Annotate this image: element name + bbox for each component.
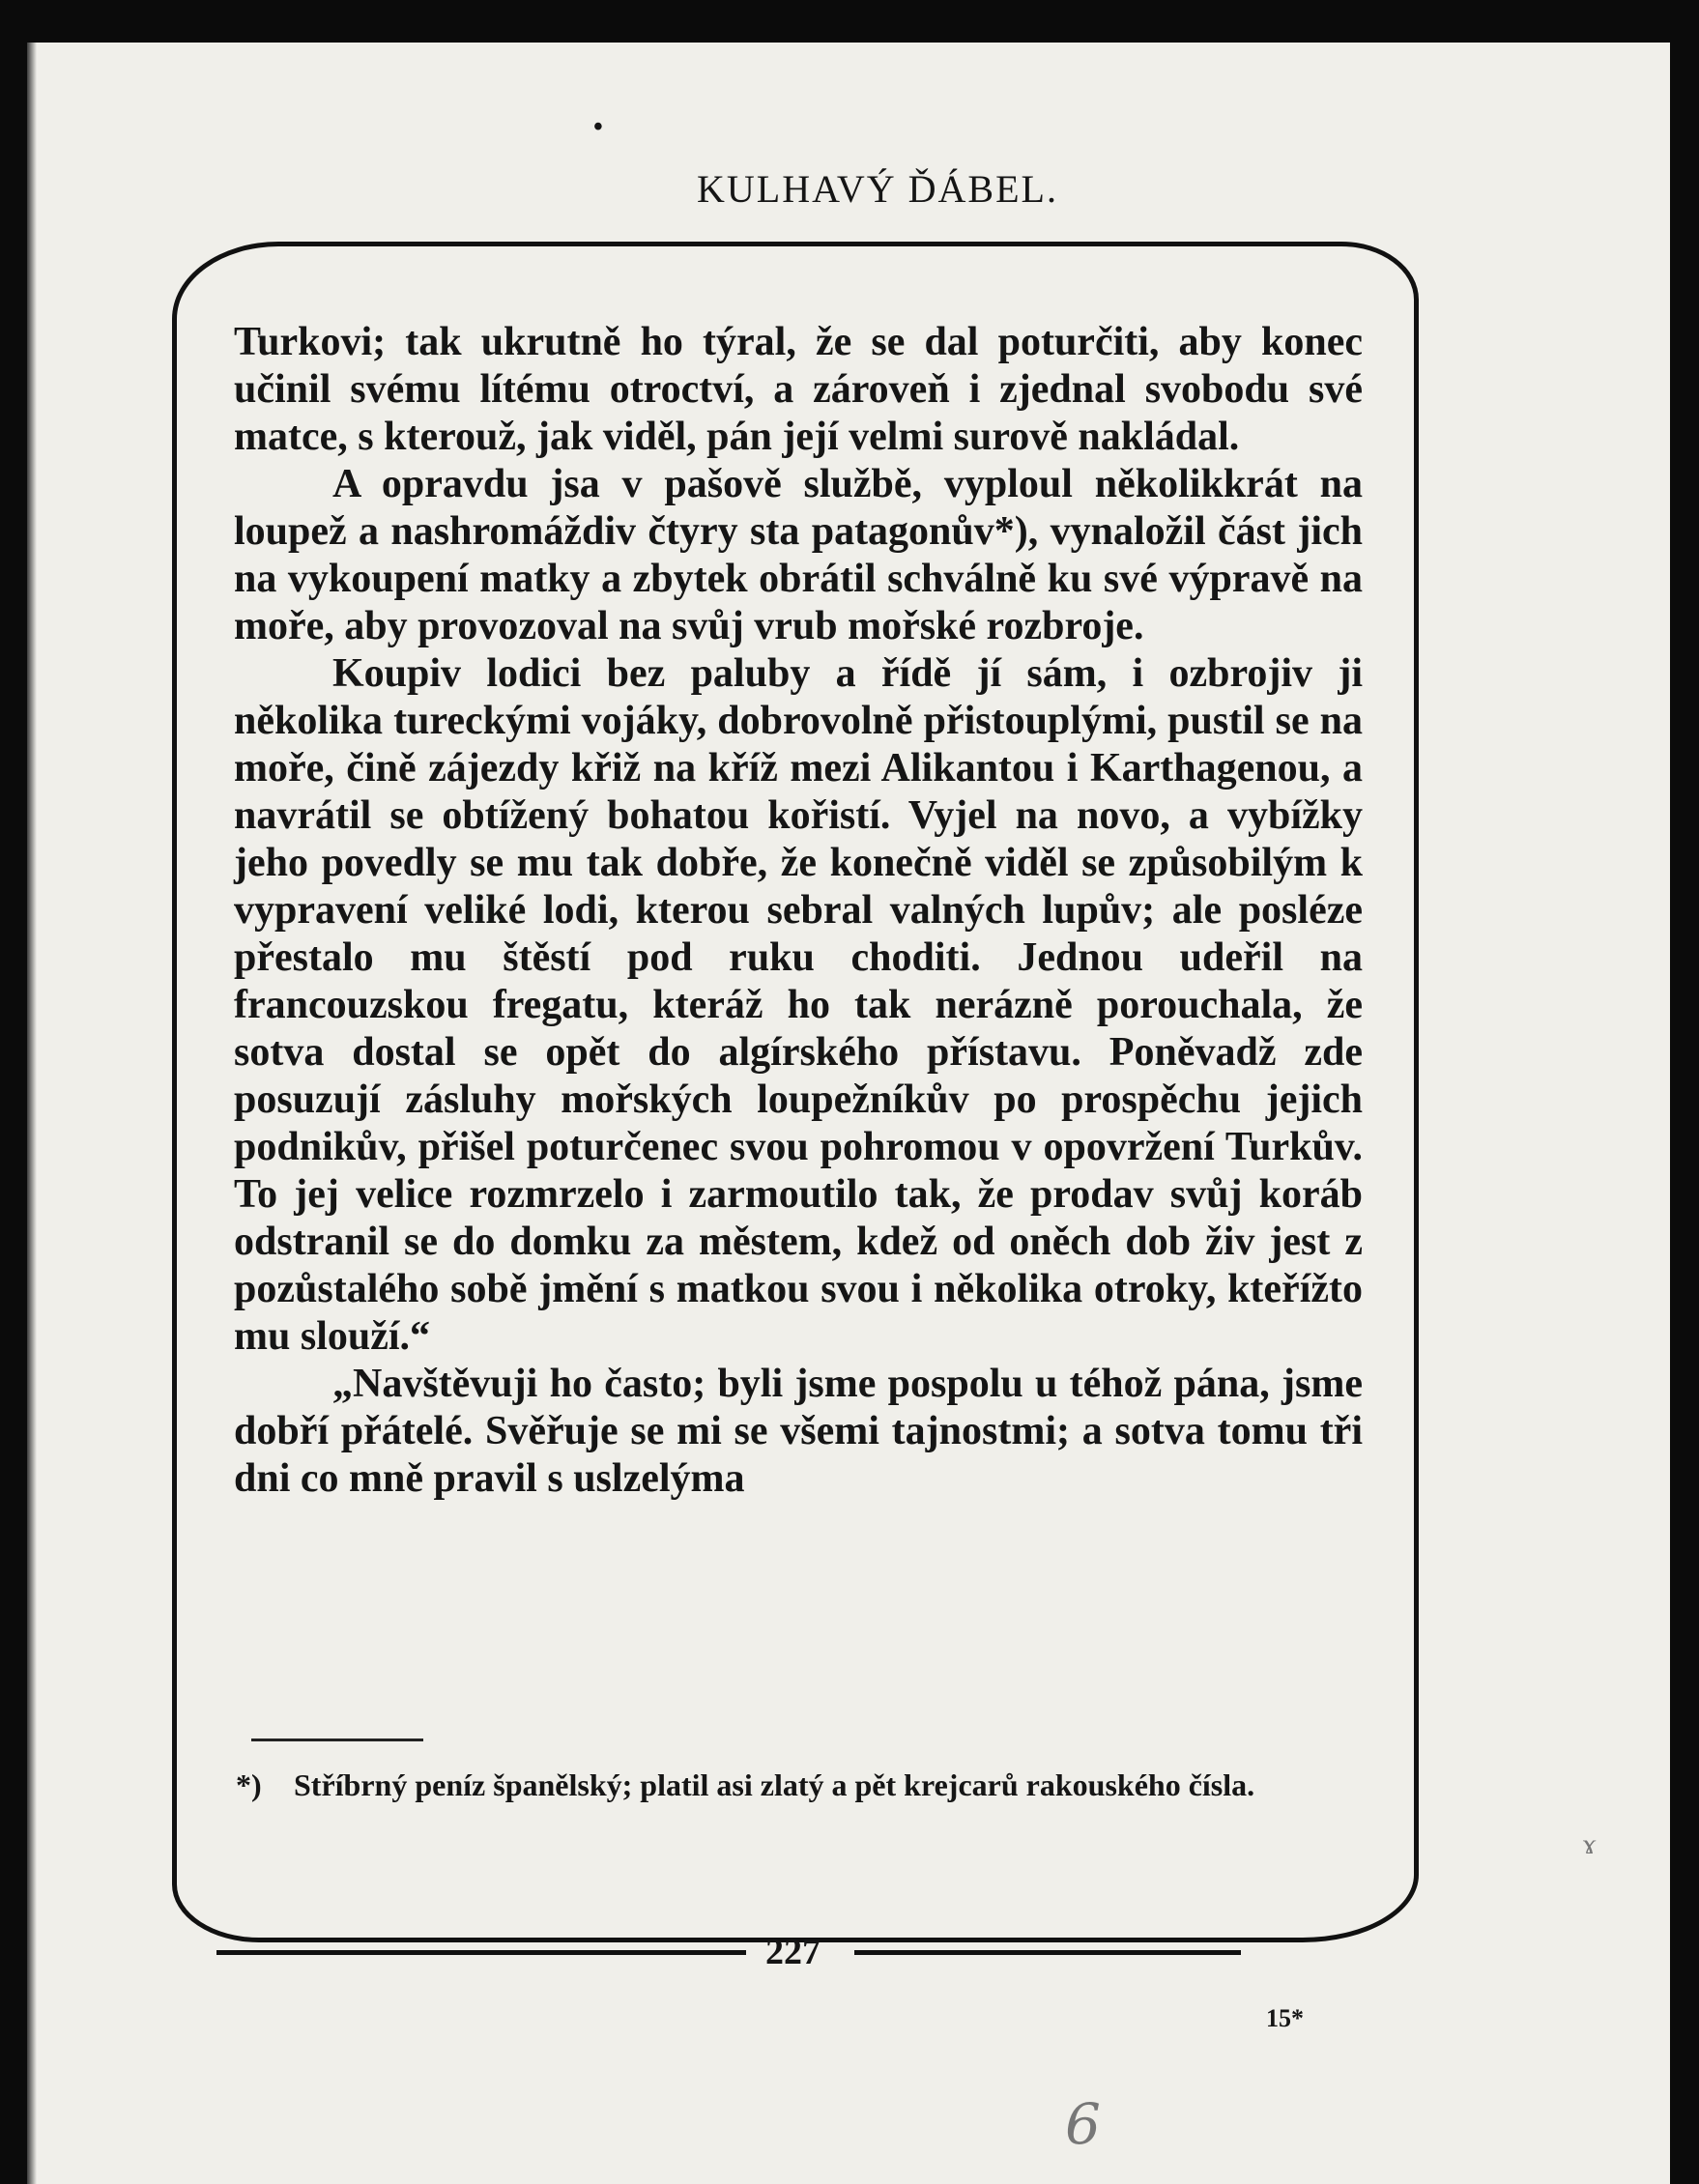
running-head: KULHAVÝ ĎÁBEL. — [697, 167, 1058, 211]
page-number-rule-left — [216, 1950, 746, 1955]
paragraph-1: Turkovi; tak ukrutně ho týral, že se dal poturčiti, aby konec učinil svému lítému otroctví, a zároveň i zjednal svobodu své matce, s kterouž, jak viděl, pán její velmi surově nakládal. — [234, 320, 1363, 459]
top-mark: • — [593, 112, 603, 142]
paragraph-2: A opravdu jsa v pašově službě, vyploul několikkrát na loupež a nashromáždiv čtyry sta patagonův*), vynaložil část jich na vykoupení matky a zbytek obrátil schválně ku své výpravě na moře, aby provozoval na svůj vrub mořské rozbroje. — [234, 462, 1363, 648]
page-number: 227 — [765, 1932, 821, 1972]
margin-speck: ɤ — [1583, 1828, 1597, 1860]
paragraph-4: „Navštěvuji ho často; byli jsme pospolu u téhož pána, jsme dobří přátelé. Svěřuje se mi se všemi tajnostmi; a sotva tomu tři dni co mně pravil s uslzelýma — [234, 1362, 1363, 1501]
body-text — [234, 319, 1363, 1503]
footnote-text: Stříbrný peníz španělský; platil asi zlatý a pět krejcarů rakouského čísla. — [294, 1767, 1255, 1802]
footnote-marker: *) — [236, 1767, 262, 1802]
book-page — [27, 43, 1670, 2184]
binding-edge — [27, 43, 37, 2184]
footnote-rule — [251, 1739, 423, 1741]
paragraph-3: Koupiv lodici bez paluby a řídě jí sám, i ozbrojiv ji několika tureckými vojáky, dobrovolně přistouplými, pustil se na moře, čině zájezdy křiž na kříž mezi Alikantou i Karthagenou, a navrátil se obtížený bohatou kořistí. Vyjel na novo, a vybížky jeho povedly se mu tak dobře, že konečně viděl se způsobilým k vypravení veliké lodi, kterou sebral valných lupův; ale posléze přestalo mu štěstí pod ruku choditi. Jednou udeřil na francouzskou fregatu, kteráž ho tak nerázně porouchala, že sotva dostal se opět do algírského přístavu. Poněvadž zde posuzují zásluhy mořských loupežníkův po prospěchu jejich podnikův, přišel poturčenec svou pohromou v opovržení Turkův. To jej velice rozmrzelo i zarmoutilo tak, že prodav svůj koráb odstranil se do domku za městem, kdež od oněch dob živ jest z pozůstalého sobě jmění s matkou svou i několika otroky, kteřížto mu slouží.“ — [234, 651, 1363, 1359]
page-number-row — [216, 1932, 1357, 1973]
footnote — [236, 1763, 1367, 1807]
pencil-mark: 6 — [1065, 2091, 1101, 2157]
signature-mark: 15* — [1266, 2004, 1304, 2032]
page-number-rule-right — [854, 1950, 1241, 1955]
